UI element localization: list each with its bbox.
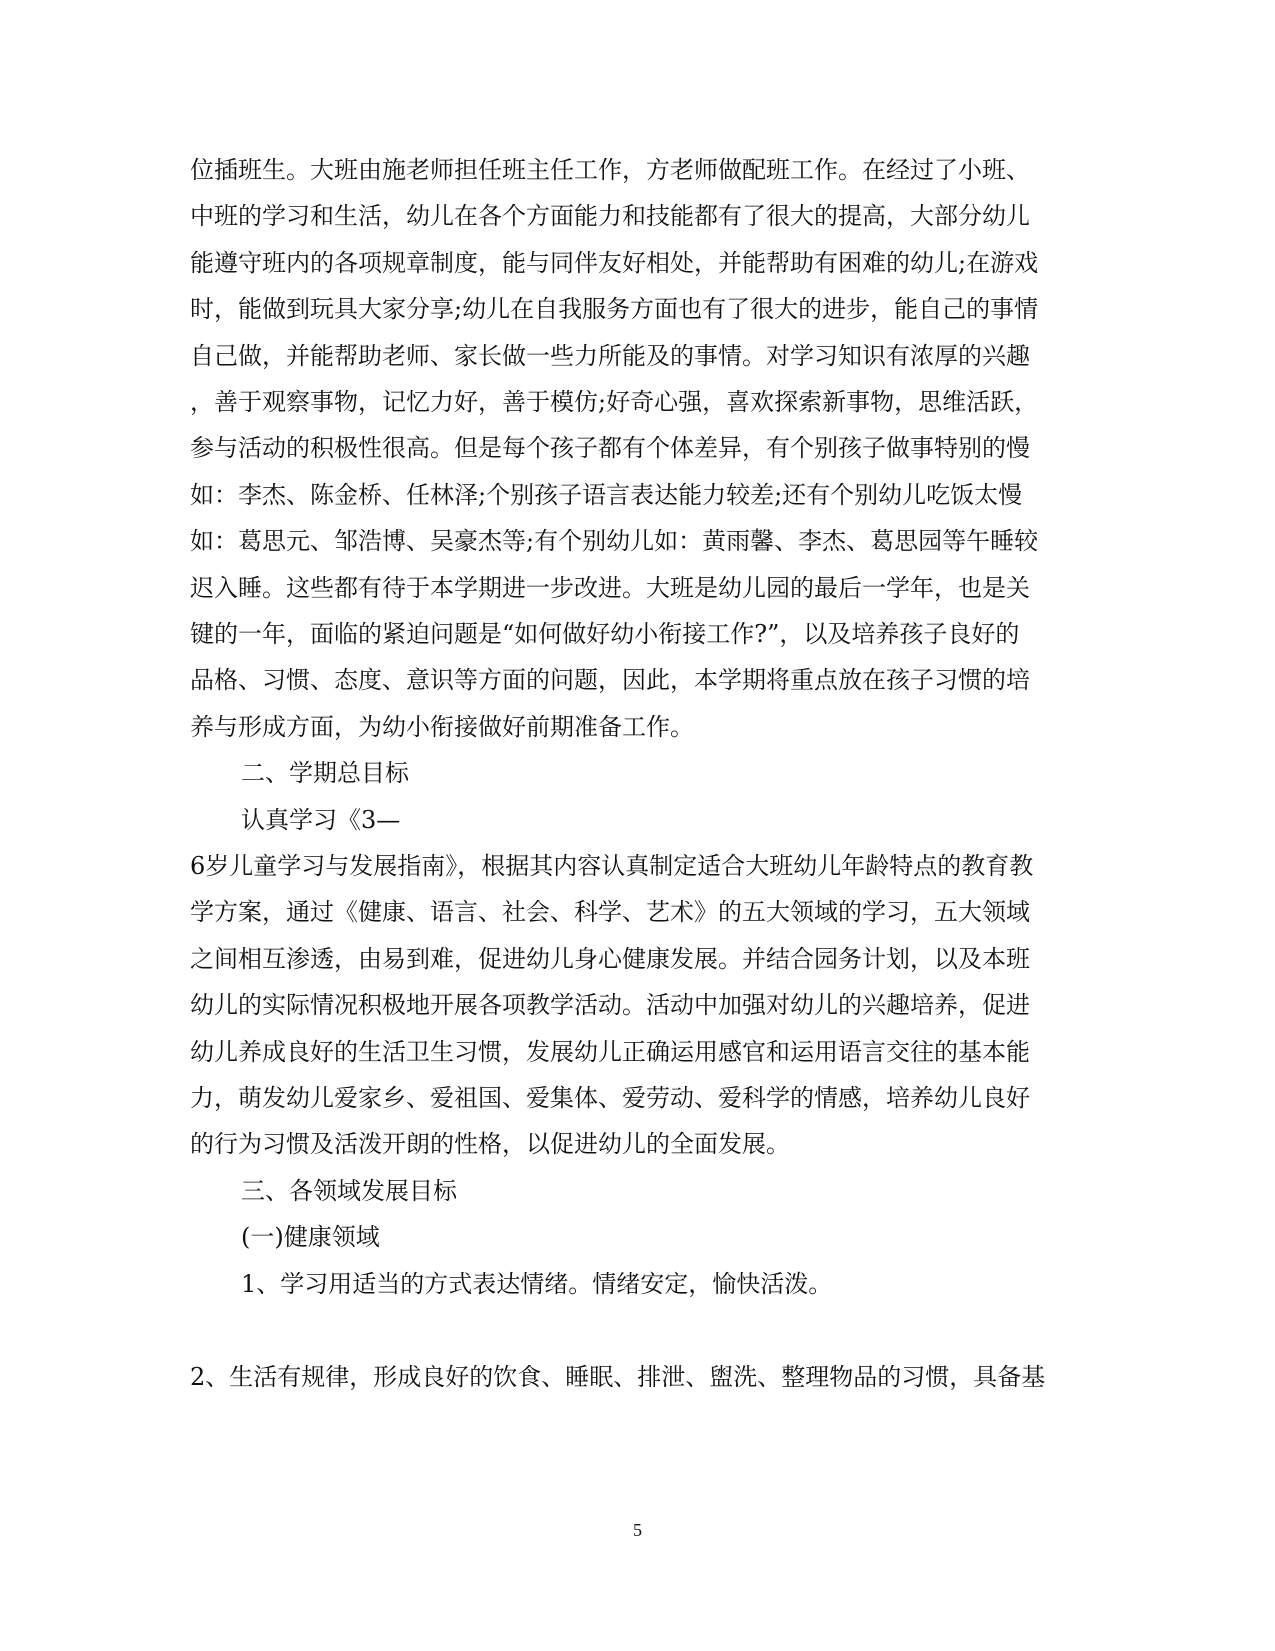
page-number: 5: [633, 1520, 642, 1540]
body-line: 幼儿的实际情况积极地开展各项教学活动。活动中加强对幼儿的兴趣培养，促进: [190, 991, 1030, 1019]
section-heading: 二、学期总目标: [241, 759, 409, 787]
body-line: 键的一年，面临的紧迫问题是“如何做好幼小衔接工作?”，以及培养孩子良好的: [190, 620, 1020, 648]
body-line: 迟入睡。这些都有待于本学期进一步改进。大班是幼儿园的最后一学年，也是关: [190, 574, 1030, 602]
section-heading: 三、各领域发展目标: [241, 1177, 457, 1205]
subsection-heading: (一)健康领域: [241, 1223, 380, 1251]
body-line: 幼儿养成良好的生活卫生习惯，发展幼儿正确运用感官和运用语言交往的基本能: [190, 1038, 1030, 1066]
body-line: 自己做，并能帮助老师、家长做一些力所能及的事情。对学习知识有浓厚的兴趣: [190, 342, 1030, 370]
list-item: 1、学习用适当的方式表达情绪。情绪安定，愉快活泼。: [241, 1270, 833, 1298]
list-item: 2、生活有规律，形成良好的饮食、睡眠、排泄、盥洗、整理物品的习惯，具备基: [190, 1363, 1046, 1391]
body-line: 能遵守班内的各项规章制度，能与同伴友好相处，并能帮助有困难的幼儿;在游戏: [190, 249, 1039, 277]
body-line: 如：葛思元、邹浩博、吴豪杰等;有个别幼儿如：黄雨馨、李杰、葛思园等午睡较: [190, 527, 1039, 555]
body-line: 认真学习《3—: [241, 806, 401, 834]
body-line: 学方案，通过《健康、语言、社会、科学、艺术》的五大领域的学习，五大领域: [190, 898, 1030, 926]
body-line: 参与活动的积极性很高。但是每个孩子都有个体差异，有个别孩子做事特别的慢: [190, 434, 1030, 462]
body-line: 之间相互渗透，由易到难，促进幼儿身心健康发展。并结合园务计划，以及本班: [190, 945, 1030, 973]
body-line: 时，能做到玩具大家分享;幼儿在自我服务方面也有了很大的进步，能自己的事情: [190, 295, 1039, 323]
body-line: ，善于观察事物，记忆力好，善于模仿;好奇心强，喜欢探索新事物，思维活跃，: [190, 388, 1039, 416]
body-line: 中班的学习和生活，幼儿在各个方面能力和技能都有了很大的提高，大部分幼儿: [190, 202, 1030, 230]
body-line: 位插班生。大班由施老师担任班主任工作，方老师做配班工作。在经过了小班、: [190, 156, 1030, 184]
body-line: 如：李杰、陈金桥、任林泽;个别孩子语言表达能力较差;还有个别幼儿吃饭太慢: [190, 481, 1023, 509]
body-line: 6岁儿童学习与发展指南》，根据其内容认真制定适合大班幼儿年龄特点的教育教: [190, 852, 1034, 880]
body-line: 养与形成方面，为幼小衔接做好前期准备工作。: [190, 713, 694, 741]
body-line: 品格、习惯、态度、意识等方面的问题，因此，本学期将重点放在孩子习惯的培: [190, 666, 1030, 694]
body-line: 的行为习惯及活泼开朗的性格，以促进幼儿的全面发展。: [190, 1130, 790, 1158]
body-line: 力，萌发幼儿爱家乡、爱祖国、爱集体、爱劳动、爱科学的情感，培养幼儿良好: [190, 1084, 1030, 1112]
